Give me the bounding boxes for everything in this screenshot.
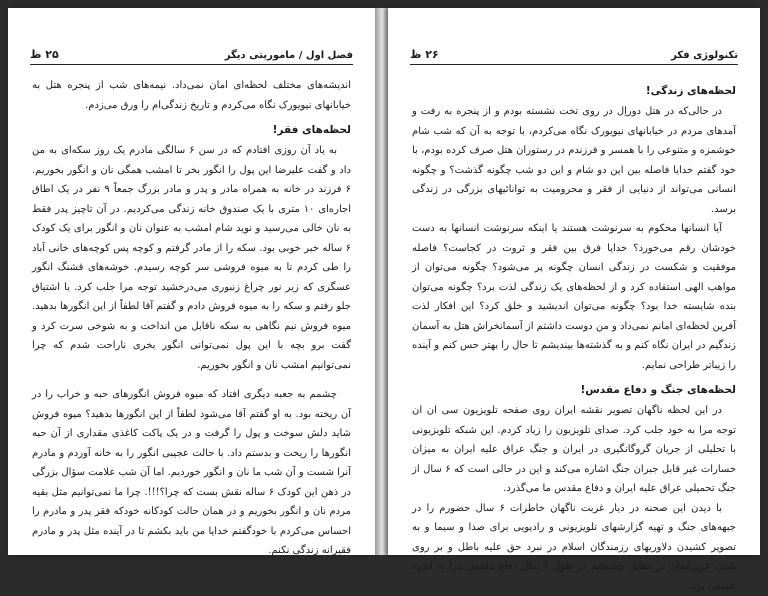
page-number: ۲۶ ظ <box>410 48 439 61</box>
page-header <box>30 44 353 65</box>
right-page <box>388 8 760 555</box>
section-heading: لحظه‌های جنگ و دفاع مقدس! <box>412 379 736 401</box>
paragraph: به یاد آن روزی افتادم که در سن ۶ سالگی مادرم یک روز سکه‌ای به من داد و گفت علیرضا این پول را انگور بخر تا امشب همگی نان و انگور بخوریم. ۶ فرزند در خانه به همراه مادر و پدر و مادر بزرگ جمعاً ۹ نفر در یک اطاق اجاره‌ای ۱۰ متری با یک صندوق خانه زندگی می‌کردیم. در آن تاچیز پدر فقط به نان خالی می‌رسید و نوید شام امشب به عنوان نان و انگور برای یک کودک ۶ ساله خبر خوبی بود. سکه را از مادر گرفتم و کوچه پس کوچه‌های خانی آباد را طی کردم تا به میوه فروشی سر کوچه رسیدم. خوشه‌های قشنگ انگور عسگری که زیر نور چراغ زنبوری می‌درخشید توجه مرا جلب کرد. با اشتیاق جلو رفتم و سکه را به میوه فروش دادم و گفتم آقا لطفاً از این انگورها بدهید. میوه فروش نیم نگاهی به سکه ناقابل من انداخت و به شوخی سرت کرد و گفت برو بچه با این پول نمی‌توانی انگور بخری ناراحت شدم که چرا نمی‌توانیم امشب نان و انگور بخوریم. <box>32 141 351 375</box>
left-page <box>8 8 375 555</box>
section-heading: لحظه‌های زندگی! <box>412 80 736 102</box>
page-body <box>412 76 736 596</box>
book-spine <box>375 8 388 555</box>
header-title: تکنولوژی فکر <box>671 50 738 61</box>
paragraph: در حالی‌که در هتل دوراِل در روی تخت نشسته بودم و از پنجره به رفت و آمدهای مردم در خیابانهای نیویورک نگاه می‌کردم، با توجه به آن که شب شام خوشمزه و متنوعی را با همسر و فرزندم در رستوران هتل صرف کرده بودم، با خود گفتم خدایا فاصله بین این دو شام و این دو شب چگونه گذشت؟ و چگونه انسانی می‌تواند از دنیایی از فقر و محرومیت به توانائیهای بزرگی در زندگی برسد. <box>412 102 736 219</box>
page-number: ۲۵ ظ <box>30 48 59 61</box>
paragraph: چشمم به جعبه دیگری افتاد که میوه فروش انگورهای حبه و خراب را در آن ریخته بود. به او گفتم آقا می‌شود لطفاً از این انگورها بدهید؟ میوه فروش شاید دلش سوخت و پول را گرفت و در یک پاکت کاغذی مقداری از آن حبه انگورها را ریخت و بدستم داد. با حالت عجیبی انگور را به خانه آوردم و مادرم آنرا شست و آن شب ما نان و انگور خوردیم. اما آن شب علامت سؤال بزرگی در ذهن این کودک ۶ ساله نقش بست که چرا؟!!!. چرا ما نمی‌توانیم مثل بقیه مردم نان و انگور بخوریم و در همان حالت کودکانه خودکه فقر پدر و مادرم را احساس می‌کردم با خودگفتم خدایا من باید بکشم تا در آینده مثل پدر و مادرم فقیرانه زندگی نکنم. <box>32 385 351 561</box>
intro-paragraph: اندیشه‌های مختلف لحظه‌ای امان نمی‌داد. نیمه‌های شب از پنجره هتل به خیابانهای نیویورک نگاه می‌کردم و تاریخ زندگی‌ام را ورق می‌زدم. <box>32 76 351 115</box>
page-header <box>410 44 738 65</box>
section-heading: لحظه‌های فقر! <box>32 119 351 141</box>
paragraph: در این لحظه ناگهان تصویر نقشه ایران روی صفحه تلویزیون سی ان ان توجه مرا به خود جلب کرد. صدای تلویزیون را زیاد کردم. این شبکه تلویزیونی با تحلیلی از جریان گروگانگیری در ایران و جنگ عراق علیه ایران به میزان خسارات غیر قابل جبران جنگ اشاره می‌کند و این در حالی است که ۶ سال از جنگ تحمیلی عراق علیه ایران و دفاع مقدس ما می‌گذرد. <box>412 401 736 499</box>
page-body <box>32 76 351 561</box>
paragraph: آیا انسانها محکوم به سرنوشت هستند یا اینکه سرنوشت انسانها به دست خودشان رقم می‌خورد؟ خدایا فرق بین فقر و ثروت در کجاست؟ فاصله موفقیت و شکست در زندگی انسان چگونه پر می‌شود؟ چگونه می‌توان از مواهب الهی استفاده کرد و از لحظه‌های یک زندگی لذت برد؟ چگونه می‌توان بنده شایسته خدا بود؟ چگونه می‌توان اندیشید و خلق کرد؟ این افکار لذت آفرین لحظه‌ای امانم نمی‌داد و من دوست داشتم از آسمانخراش هتل به آسمان زندگیم در ایران نگاه کنم و به گذشته‌ها بیندیشم تا حال را بهتر حس کنم و آینده را زیباتر طراحی نمایم. <box>412 219 736 375</box>
paragraph: با دیدن این صحنه در دیار غربت ناگهان خاطرات ۶ سال حضورم را در جبهه‌های جنگ و تهیه گزارشهای تلویزیونی و رادیویی برای صدا و سیما و به تصویر کشیدن دلاوریهای رزمندگان اسلام در نبرد حق علیه باطل و بر روی شدن عزیزانمان در مقابل چشمانم در طول ۶ سال دفاع مقدس مرا به اندوه عمیقی برد. <box>412 499 736 596</box>
header-title: فصل اول / ماموریتی دیگر <box>225 50 353 61</box>
